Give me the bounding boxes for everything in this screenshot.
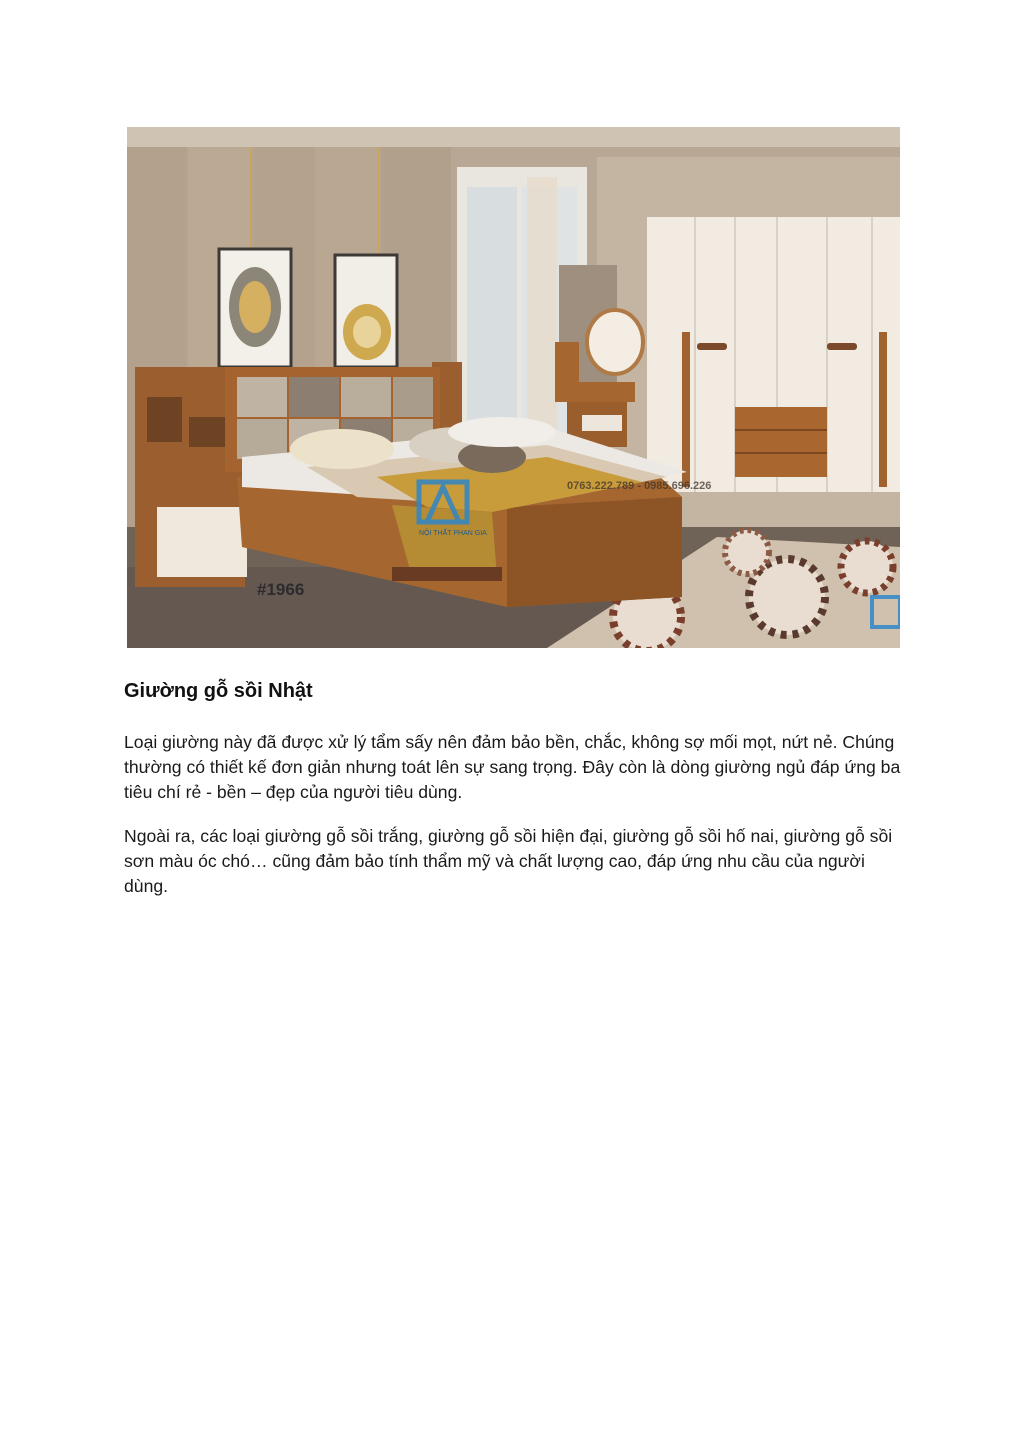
model-label: #1966: [257, 580, 305, 599]
paragraph-1: Loại giường này đã được xử lý tẩm sấy nên đảm bảo bền, chắc, không sợ mối mọt, nứt nẻ. Chúng thường có thiết kế đơn giản nhưng toát lên sự sang trọng. Đây còn là dòng giường ngủ đáp ứng ba tiêu chí rẻ - bền – đẹp của người tiêu dùng.: [124, 732, 901, 802]
paragraph-2: Ngoài ra, các loại giường gỗ sồi trắng, giường gỗ sồi hiện đại, giường gỗ sồi hố nai, giường gỗ sồi sơn màu óc chó… cũng đảm bảo tính thẩm mỹ và chất lượng cao, đáp ứng nhu cầu của người dùng.: [124, 826, 893, 896]
article-heading: Giường gỗ sồi Nhật: [124, 680, 313, 702]
phone-watermark: 0763.222.789 - 0985.696.226: [567, 480, 712, 492]
bedroom-photo: [127, 127, 900, 648]
logo-text: NỘI THẤT PHAN GIA: [419, 530, 487, 537]
